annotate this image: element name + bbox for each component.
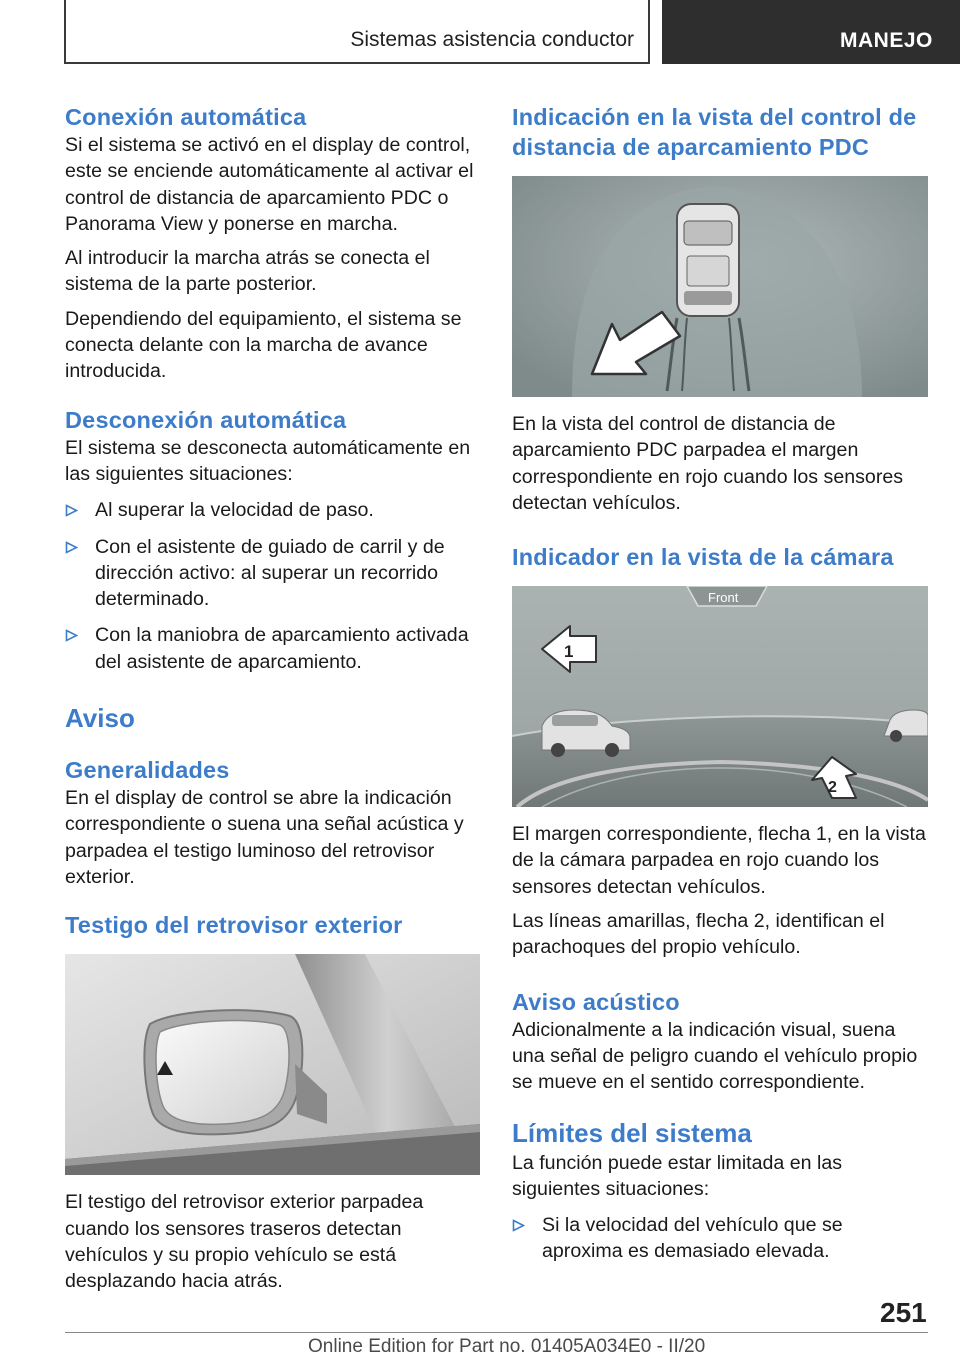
triangle-right-outline-icon [65, 629, 78, 642]
paragraph-desconexion: El sistema se desconecta automáticamente en las siguientes situaciones: [65, 436, 471, 485]
paragraph-aviso-acustico: Adicionalmente a la indicación visual, suena una señal de peligro cuando el vehículo propio se mueve en el sentido correspondiente. [512, 1018, 918, 1094]
bullet-list-limites [512, 1212, 928, 1265]
header-section-title: Sistemas asistencia conductor [350, 28, 634, 51]
pdc-illustration [512, 176, 928, 397]
paragraph-limites: La función puede estar limitada en las siguientes situaciones: [512, 1151, 843, 1200]
heading-generalidades: Generalidades [65, 757, 230, 784]
heading-camara: Indicador en la vista de la cámara [512, 544, 894, 571]
heading-desconexion: Desconexión automática [65, 406, 347, 433]
heading-indicacion-pdc: Indicación en la vista del control de distancia de aparcamiento PDC [512, 104, 917, 160]
triangle-right-outline-icon [512, 1219, 525, 1232]
footer-edition: Online Edition for Part no. 01405A034E0 - II/20 [308, 1336, 706, 1357]
heading-testigo: Testigo del retrovisor exterior [65, 912, 403, 939]
paragraph-conexion-2: Al introducir la marcha atrás se conecta el sistema de la parte posterior. [65, 247, 430, 296]
mirror-indicator-figure [65, 954, 480, 1175]
camera-front-label: Front [708, 590, 739, 606]
header-frame [64, 0, 650, 64]
list-item [512, 1212, 928, 1265]
heading-aviso-acustico: Aviso acústico [512, 988, 680, 1015]
right-column [512, 102, 928, 1265]
paragraph-camara-2: Las líneas amarillas, flecha 2, identifican el parachoques del propio vehículo. [512, 910, 885, 959]
heading-aviso: Aviso [65, 703, 135, 734]
paragraph-camara-1: El margen correspondiente, flecha 1, en la vista de la cámara parpadea en rojo cuando los sensores detectan vehículos. [512, 823, 926, 898]
paragraph-indicacion-pdc: En la vista del control de distancia de aparcamiento PDC parpadea el margen correspondiente en rojo cuando los sensores detectan vehículos. [512, 413, 904, 514]
paragraph-conexion-1: Si el sistema se activó en el display de control, este se enciende automáticamente al activar el control de distancia de aparcamiento PDC o Panorama View y ponerse en marcha. [65, 134, 474, 235]
header-chapter-tab [662, 0, 960, 64]
paragraph-conexion-3: Dependiendo del equipamiento, el sistema se conecta delante con la marcha de avance introducida. [65, 307, 462, 383]
list-item [65, 622, 480, 675]
paragraph-generalidades: En el display de control se abre la indicación correspondiente o suena una señal acústica y parpadea el testigo luminoso del retrovisor exterior. [65, 787, 464, 888]
header-chapter-label: MANEJO [840, 29, 933, 52]
list-item-text: Si la velocidad del vehículo que se aproxima es demasiado elevada. [542, 1214, 843, 1263]
list-item-text: Con el asistente de guiado de carril y de dirección activo: al superar un recorrido determinado. [95, 535, 445, 611]
paragraph-testigo: El testigo del retrovisor exterior parpadea cuando los sensores traseros detectan vehículos y su propio vehículo se está desplazando hacia atrás. [65, 1191, 424, 1293]
bullet-list-desconexion [65, 497, 480, 675]
callout-2-label: 2 [828, 779, 837, 797]
heading-limites: Límites del sistema [512, 1117, 752, 1148]
pdc-view-figure [512, 176, 928, 397]
left-column [65, 102, 480, 1294]
page-number: 251 [880, 1297, 927, 1328]
heading-conexion: Conexión automática [65, 104, 307, 130]
list-item-text: Al superar la velocidad de paso. [95, 499, 374, 522]
list-item [65, 534, 480, 613]
camera-view-figure [512, 586, 928, 807]
triangle-right-outline-icon [65, 504, 78, 517]
triangle-right-outline-icon [65, 541, 78, 554]
footer-divider [65, 1332, 928, 1333]
camera-illustration [512, 586, 928, 807]
mirror-illustration [65, 954, 480, 1175]
callout-1-label: 1 [564, 642, 574, 662]
list-item [65, 497, 480, 523]
list-item-text: Con la maniobra de aparcamiento activada del asistente de aparcamiento. [95, 624, 469, 673]
